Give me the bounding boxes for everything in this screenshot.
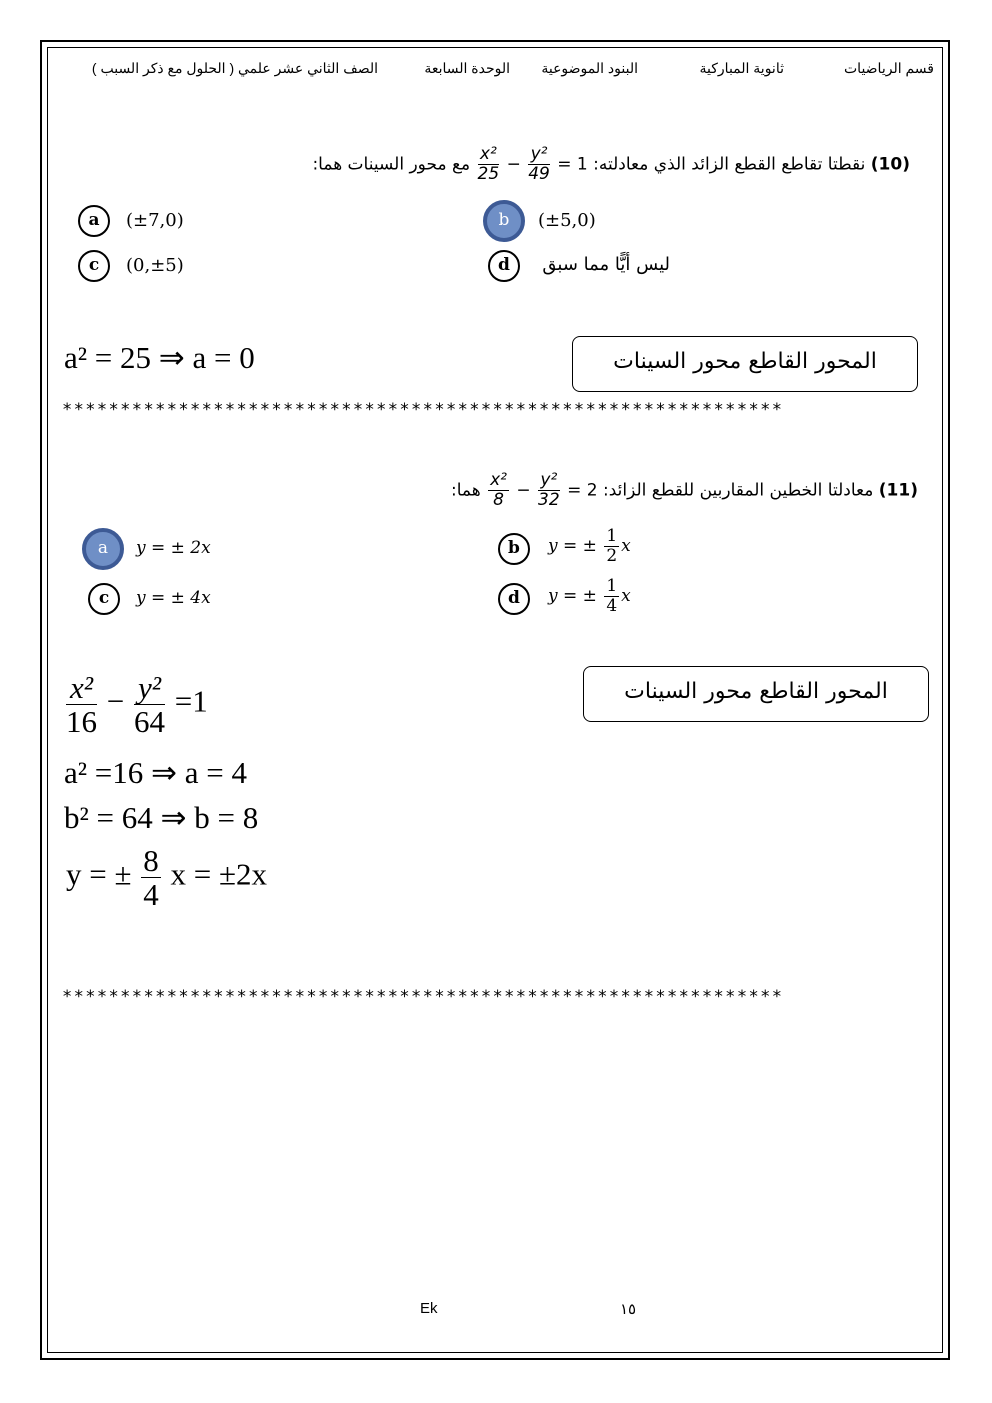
q11-option-c[interactable]: y = ± 4x [136, 588, 211, 608]
question-11-equation: $\frac{\text{x²}}{8}$ − $\frac{\text{y²}}{32}$ = 2 [490, 470, 598, 510]
header-unit: الوحدة السابعة [424, 60, 510, 76]
header-school: ثانوية المباركية [699, 60, 784, 76]
q11-solution-line-4: y = ± $\frac{8}{4}$ x = ±2x [66, 843, 267, 912]
q10-option-d[interactable]: ليس أيًّا مما سبق [542, 254, 670, 275]
q10-option-c[interactable]: (0,±5) [126, 255, 184, 276]
q10-option-b-marker-selected[interactable]: b [483, 200, 525, 242]
header-department: قسم الرياضيات [844, 60, 934, 76]
question-10-text: (10) نقطتا تقاطع القطع الزائد الذي معادلته: $\frac{\text{x²}}{25}$ − $\frac{\text{y²}}{49}$ = 1 مع محور السينات هما: [312, 144, 910, 184]
footer-page-number: ١٥ [620, 1301, 637, 1318]
q11-option-a-marker-selected[interactable]: a [82, 528, 124, 570]
footer-author: Ek [420, 1300, 438, 1317]
q10-option-a-marker[interactable]: a [78, 205, 110, 237]
q10-reason-box: المحور القاطع محور السينات [572, 336, 918, 392]
q10-option-a[interactable]: (±7,0) [126, 210, 184, 231]
q11-solution-line-2: a² =16 ⇒ a = 4 [64, 755, 248, 790]
q11-option-d-marker[interactable]: d [498, 583, 530, 615]
q10-solution: a² = 25 ⇒ a = 0 [64, 340, 255, 375]
q11-option-b-marker[interactable]: b [498, 533, 530, 565]
q11-option-d[interactable]: y = ± $\frac{1}{4}$ x [548, 576, 631, 616]
question-10-number: (10) [870, 154, 910, 175]
header-section: البنود الموضوعية [541, 60, 638, 76]
q11-option-c-marker[interactable]: c [88, 583, 120, 615]
question-10-equation: $\frac{\text{x²}}{25}$ − $\frac{\text{y²}}{49}$ = 1 [477, 144, 588, 184]
q11-solution-line-3: b² = 64 ⇒ b = 8 [64, 800, 259, 835]
header-grade: الصف الثاني عشر علمي ( الحلول مع ذكر السبب ) [91, 60, 378, 76]
q11-solution-line-1: $\frac{\text{x²}}{16}$ − $\frac{\text{y²}}{64}$ =1 [66, 670, 208, 739]
q11-reason-box: المحور القاطع محور السينات [583, 666, 929, 722]
q10-option-b[interactable]: (±5,0) [538, 210, 596, 231]
q10-option-d-marker[interactable]: d [488, 250, 520, 282]
question-11-number: (11) [878, 480, 918, 501]
q11-option-b[interactable]: y = ± $\frac{1}{2}$ x [548, 526, 631, 566]
separator-1: ************************************************************** [62, 400, 784, 420]
q10-option-c-marker[interactable]: c [78, 250, 110, 282]
separator-2: ************************************************************** [62, 987, 784, 1007]
question-11-text: (11) معادلتا الخطين المقاربين للقطع الزائد: $\frac{\text{x²}}{8}$ − $\frac{\text{y²}}{32}$ = 2 هما: [450, 470, 918, 510]
q11-option-a[interactable]: y = ± 2x [136, 538, 211, 558]
